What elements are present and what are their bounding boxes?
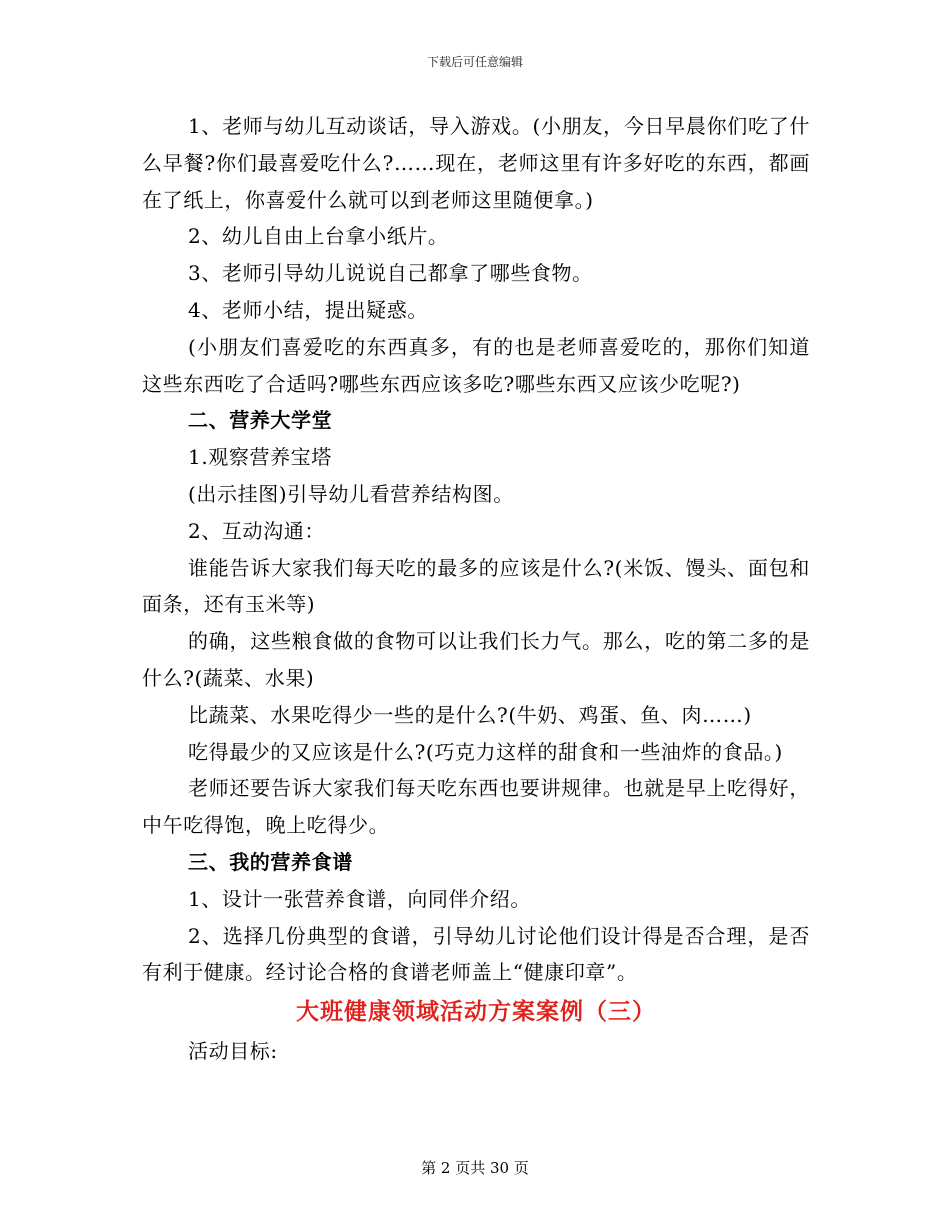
- paragraph-eating-rule: 老师还要告诉大家我们每天吃东西也要讲规律。也就是早上吃得好，中午吃得饱，晚上吃得少。: [142, 776, 810, 838]
- paragraph-less-food: 比蔬菜、水果吃得少一些的是什么?(牛奶、鸡蛋、鱼、肉……): [188, 702, 752, 727]
- paragraph-step-4: 4、老师小结，提出疑惑。: [188, 297, 428, 322]
- paragraph-second-food: 的确，这些粮食做的食物可以让我们长力气。那么，吃的第二多的是什么?(蔬菜、水果): [142, 629, 810, 690]
- paragraph-step-1: 1、老师与幼儿互动谈话，导入游戏。(小朋友，今日早晨你们吃了什么早餐?你们最喜爱吃什么?……现在，老师这里有许多好吃的东西，都画在了纸上，你喜爱什么就可以到老师这里随便拿。): [142, 114, 810, 212]
- section-heading-3: 三、我的营养食谱: [188, 849, 353, 874]
- paragraph-most-food: 谁能告诉大家我们每天吃的最多的应该是什么?(米饭、馒头、面包和面条，还有玉米等): [142, 555, 810, 617]
- paragraph-discuss-menu: 2、选择几份典型的食谱，引导幼儿讨论他们设计得是否合理，是否有利于健康。经讨论合格的食谱老师盖上“健康印章”。: [142, 923, 810, 985]
- page-header: 下载后可任意编辑: [426, 55, 523, 69]
- paragraph-step-2: 2、幼儿自由上台拿小纸片。: [188, 224, 449, 249]
- paragraph-design-menu: 1、设计一张营养食谱，向同伴介绍。: [188, 886, 531, 911]
- paragraph-activity-goals: 活动目标:: [188, 1039, 278, 1064]
- section-heading-2: 二、营养大学堂: [188, 408, 333, 433]
- document-body: [142, 108, 810, 1070]
- paragraph-observe-pyramid: 1.观察营养宝塔: [188, 445, 332, 470]
- paragraph-step-3: 3、老师引导幼儿说说自己都拿了哪些食物。: [188, 261, 593, 286]
- section-title: 大班健康领域活动方案案例（三）: [296, 998, 656, 1026]
- paragraph-show-chart: (出示挂图)引导幼儿看营养结构图。: [188, 481, 514, 506]
- paragraph-interaction: 2、互动沟通：: [188, 518, 325, 543]
- paragraph-question: (小朋友们喜爱吃的东西真多，有的也是老师喜爱吃的，那你们知道这些东西吃了合适吗?哪些东西应该多吃?哪些东西又应该少吃呢?): [142, 334, 810, 396]
- page-footer: 第 2 页共 30 页: [421, 1159, 529, 1177]
- paragraph-least-food: 吃得最少的又应该是什么?(巧克力这样的甜食和一些油炸的食品。): [188, 739, 783, 764]
